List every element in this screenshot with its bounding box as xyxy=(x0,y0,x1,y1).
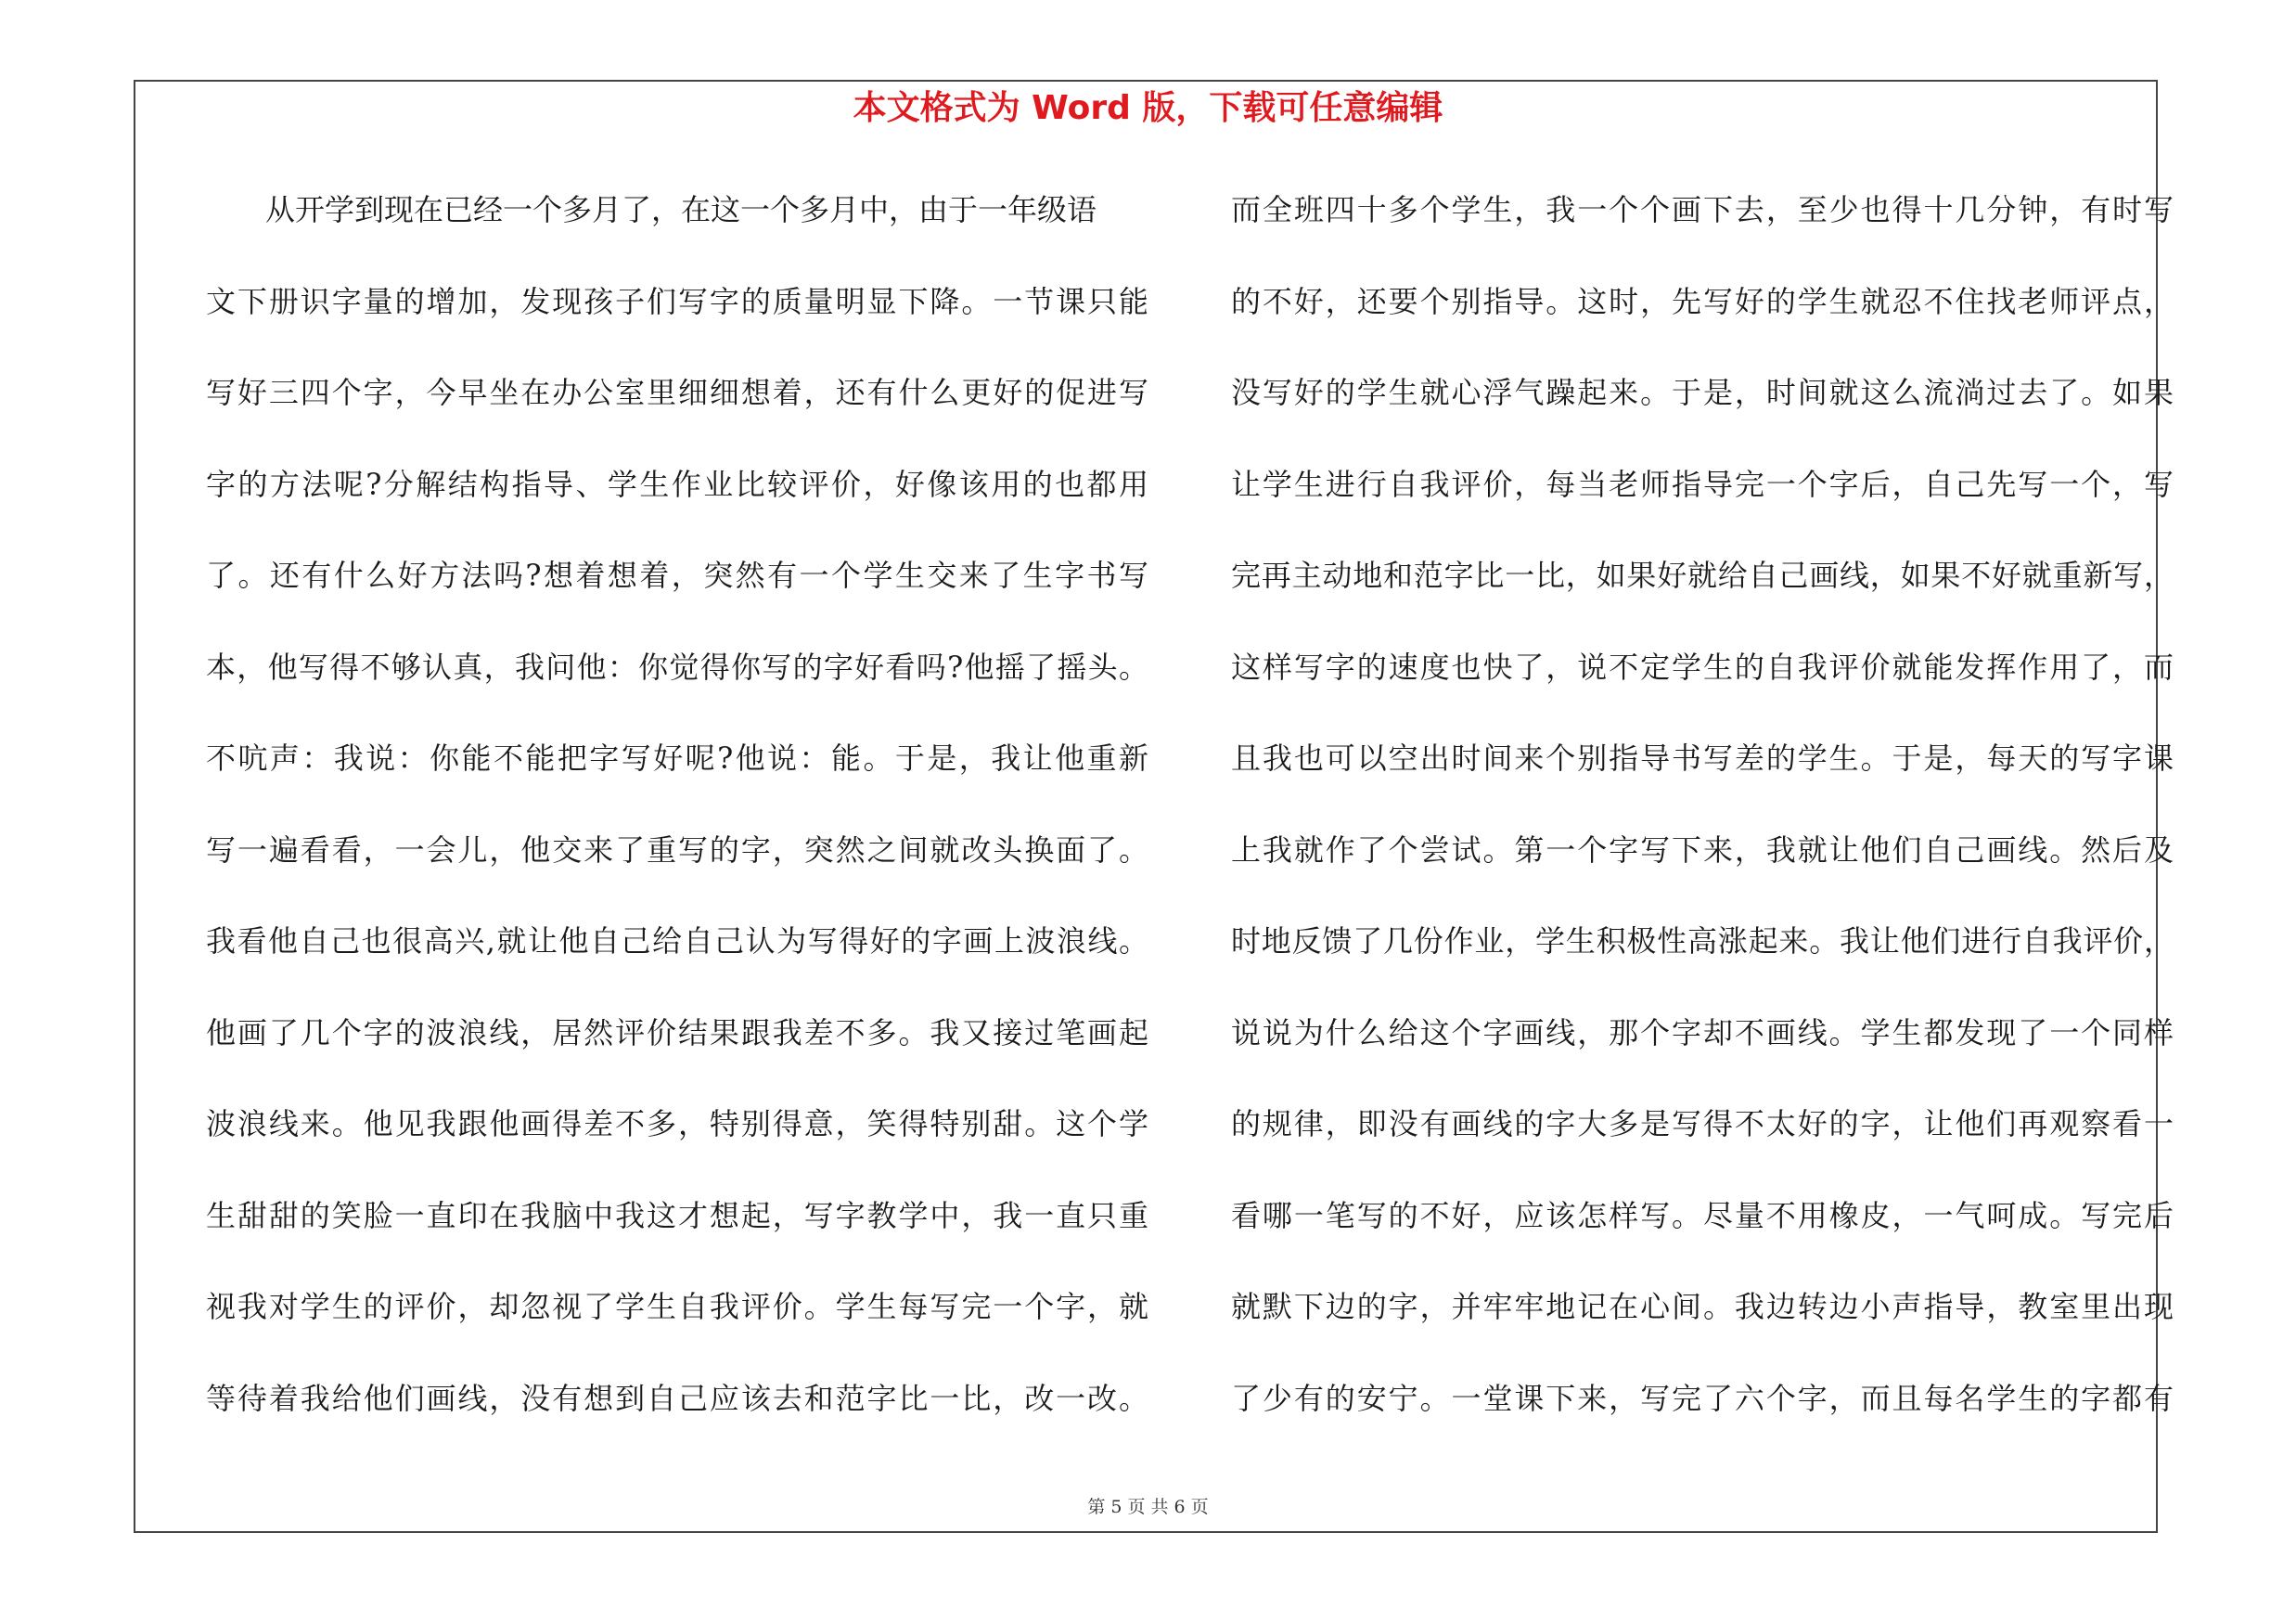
text-line: 本，他写得不够认真，我问他：你觉得你写的字好看吗?他摇了摇头。 xyxy=(206,650,1148,685)
text-line: 他画了几个字的波浪线，居然评价结果跟我差不多。我又接过笔画起 xyxy=(206,1015,1148,1050)
text-line: 波浪线来。他见我跟他画得差不多，特别得意，笑得特别甜。这个学 xyxy=(206,1106,1148,1141)
text-line: 文下册识字量的增加，发现孩子们写字的质量明显下降。一节课只能 xyxy=(206,284,1148,319)
text-line: 就默下边的字，并牢牢地记在心间。我边转边小声指导，教室里出现 xyxy=(1231,1289,2174,1324)
text-line: 等待着我给他们画线，没有想到自己应该去和范字比一比，改一改。 xyxy=(206,1381,1148,1416)
text-line: 写一遍看看，一会儿，他交来了重写的字，突然之间就改头换面了。 xyxy=(206,832,1148,868)
text-line: 完再主动地和范字比一比，如果好就给自己画线，如果不好就重新写， xyxy=(1231,558,2174,593)
text-line: 的规律，即没有画线的字大多是写得不太好的字，让他们再观察看一 xyxy=(1231,1106,2174,1141)
text-line: 我看他自己也很高兴,就让他自己给自己认为写得好的字画上波浪线。 xyxy=(206,923,1148,959)
text-line: 说说为什么给这个字画线，那个字却不画线。学生都发现了一个同样 xyxy=(1231,1015,2174,1050)
text-line: 时地反馈了几份作业，学生积极性高涨起来。我让他们进行自我评价， xyxy=(1231,923,2174,959)
text-line: 生甜甜的笑脸一直印在我脑中我这才想起，写字教学中，我一直只重 xyxy=(206,1198,1148,1233)
text-line: 的不好，还要个别指导。这时，先写好的学生就忍不住找老师评点， xyxy=(1231,284,2174,319)
document-banner: 本文格式为 Word 版，下载可任意编辑 xyxy=(853,89,1443,127)
text-line: 看哪一笔写的不好，应该怎样写。尽量不用橡皮，一气呵成。写完后 xyxy=(1231,1198,2174,1233)
text-line: 上我就作了个尝试。第一个字写下来，我就让他们自己画线。然后及 xyxy=(1231,832,2174,868)
text-line: 视我对学生的评价，却忽视了学生自我评价。学生每写完一个字，就 xyxy=(206,1289,1148,1324)
text-line: 从开学到现在已经一个多月了，在这一个多月中，由于一年级语 xyxy=(265,192,1097,227)
text-line: 不吭声：我说：你能不能把字写好呢?他说：能。于是，我让他重新 xyxy=(206,741,1148,776)
text-line: 而全班四十多个学生，我一个个画下去，至少也得十几分钟，有时写 xyxy=(1231,192,2174,227)
text-line: 没写好的学生就心浮气躁起来。于是，时间就这么流淌过去了。如果 xyxy=(1231,375,2174,410)
page-number-footer: 第 5 页 共 6 页 xyxy=(1087,1497,1209,1517)
text-line: 字的方法呢?分解结构指导、学生作业比较评价，好像该用的也都用 xyxy=(206,467,1148,502)
text-line: 了少有的安宁。一堂课下来，写完了六个字，而且每名学生的字都有 xyxy=(1231,1381,2174,1416)
text-line: 写好三四个字，今早坐在办公室里细细想着，还有什么更好的促进写 xyxy=(206,375,1148,410)
text-line: 了。还有什么好方法吗?想着想着，突然有一个学生交来了生字书写 xyxy=(206,558,1148,593)
text-line: 且我也可以空出时间来个别指导书写差的学生。于是，每天的写字课 xyxy=(1231,741,2174,776)
text-line: 这样写字的速度也快了，说不定学生的自我评价就能发挥作用了，而 xyxy=(1231,650,2174,685)
text-line: 让学生进行自我评价，每当老师指导完一个字后，自己先写一个，写 xyxy=(1231,467,2174,502)
